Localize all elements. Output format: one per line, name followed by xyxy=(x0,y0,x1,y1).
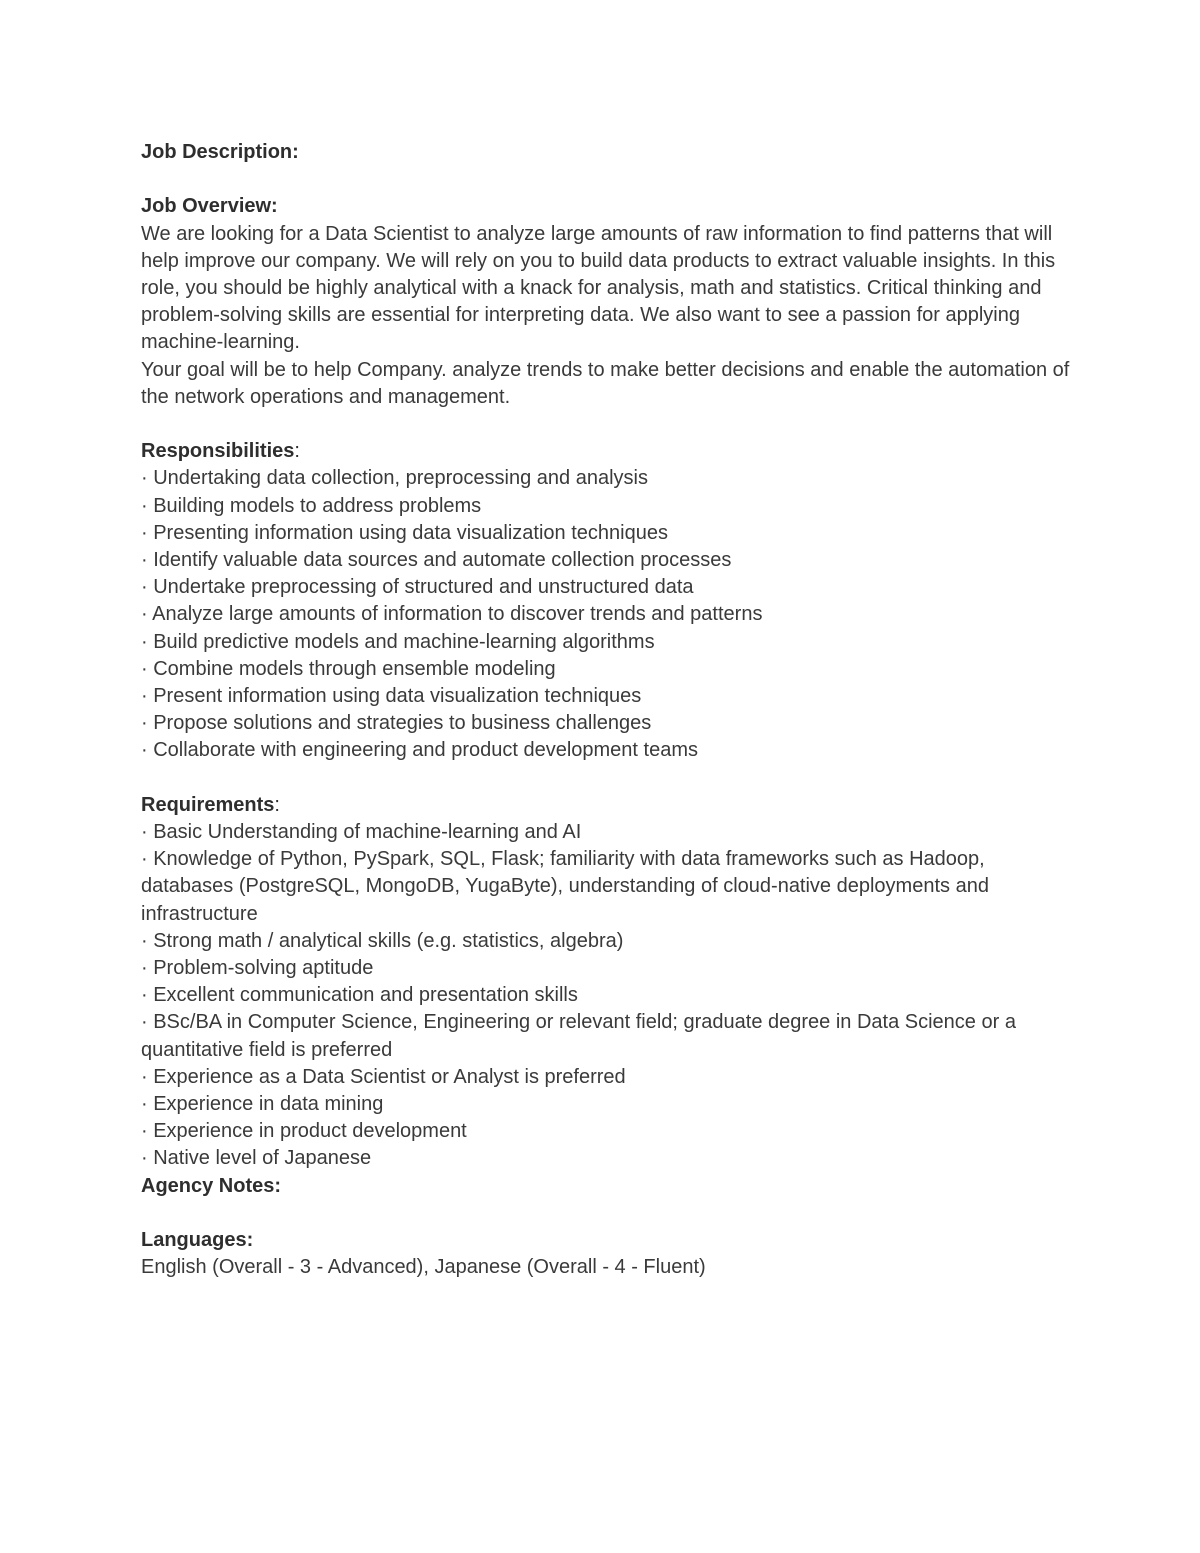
document-page xyxy=(141,139,1071,1281)
languages-value: English (Overall - 3 - Advanced), Japanese (Overall - 4 - Fluent) xyxy=(141,1256,706,1279)
responsibilities-heading xyxy=(141,438,1071,465)
requirements-heading xyxy=(141,792,1071,819)
responsibility-item: · Identify valuable data sources and automate collection processes xyxy=(141,549,732,572)
document-title: Job Description: xyxy=(141,141,299,163)
requirement-item: · Knowledge of Python, PySpark, SQL, Flask; familiarity with data frameworks such as Hadoop, databases (PostgreSQL, MongoDB, YugaByte), understanding of cloud-native deployments and infrastructure xyxy=(141,848,989,925)
responsibility-item: · Present information using data visualization techniques xyxy=(141,685,642,708)
responsibilities-heading-colon: : xyxy=(294,440,300,463)
responsibility-item: · Collaborate with engineering and product development teams xyxy=(141,739,699,762)
responsibility-item: · Undertaking data collection, preprocessing and analysis xyxy=(141,467,648,490)
responsibility-item: · Building models to address problems xyxy=(141,494,482,517)
requirement-item: · Experience as a Data Scientist or Analyst is preferred xyxy=(141,1065,626,1088)
spacer xyxy=(141,411,1071,438)
requirements-heading-colon: : xyxy=(274,793,280,816)
responsibility-item: · Build predictive models and machine-learning algorithms xyxy=(141,630,655,653)
responsibility-item: · Combine models through ensemble modeling xyxy=(141,657,556,680)
languages-heading: Languages: xyxy=(141,1229,254,1252)
requirement-item: · Strong math / analytical skills (e.g. statistics, algebra) xyxy=(141,929,624,952)
requirement-item: · Experience in product development xyxy=(141,1120,467,1143)
requirements-heading-label: Requirements xyxy=(141,793,275,816)
responsibilities-heading-label: Responsibilities xyxy=(141,440,295,463)
requirement-item: · BSc/BA in Computer Science, Engineering or relevant field; graduate degree in Data Science or a quantitative field is preferred xyxy=(141,1011,1016,1061)
requirement-item: · Experience in data mining xyxy=(141,1093,384,1116)
responsibility-item: · Undertake preprocessing of structured and unstructured data xyxy=(141,576,694,599)
overview-heading: Job Overview: xyxy=(141,195,278,218)
requirement-item: · Problem-solving aptitude xyxy=(141,957,374,980)
requirement-item: · Basic Understanding of machine-learning and AI xyxy=(141,821,582,844)
responsibility-item: · Propose solutions and strategies to business challenges xyxy=(141,712,652,735)
agency-notes-heading: Agency Notes: xyxy=(141,1174,282,1197)
requirement-item: · Native level of Japanese xyxy=(141,1147,372,1170)
spacer xyxy=(141,765,1071,792)
overview-goal-paragraph: Your goal will be to help Company. analyze trends to make better decisions and enable the automation of the network operations and management. xyxy=(141,358,1070,408)
requirement-item: · Excellent communication and presentation skills xyxy=(141,984,578,1007)
spacer xyxy=(141,1200,1071,1227)
spacer xyxy=(141,166,1071,193)
overview-paragraph: We are looking for a Data Scientist to analyze large amounts of raw information to find patterns that will help improve our company. We will rely on you to build data products to extract valuable insights. In this role, you should be highly analytical with a knack for analysis, math and statistics. Critical thinking and problem-solving skills are essential for interpreting data. We also want to see a passion for applying machine-learning. xyxy=(141,222,1056,354)
responsibility-item: · Analyze large amounts of information to discover trends and patterns xyxy=(141,603,763,626)
responsibility-item: · Presenting information using data visualization techniques xyxy=(141,521,668,544)
